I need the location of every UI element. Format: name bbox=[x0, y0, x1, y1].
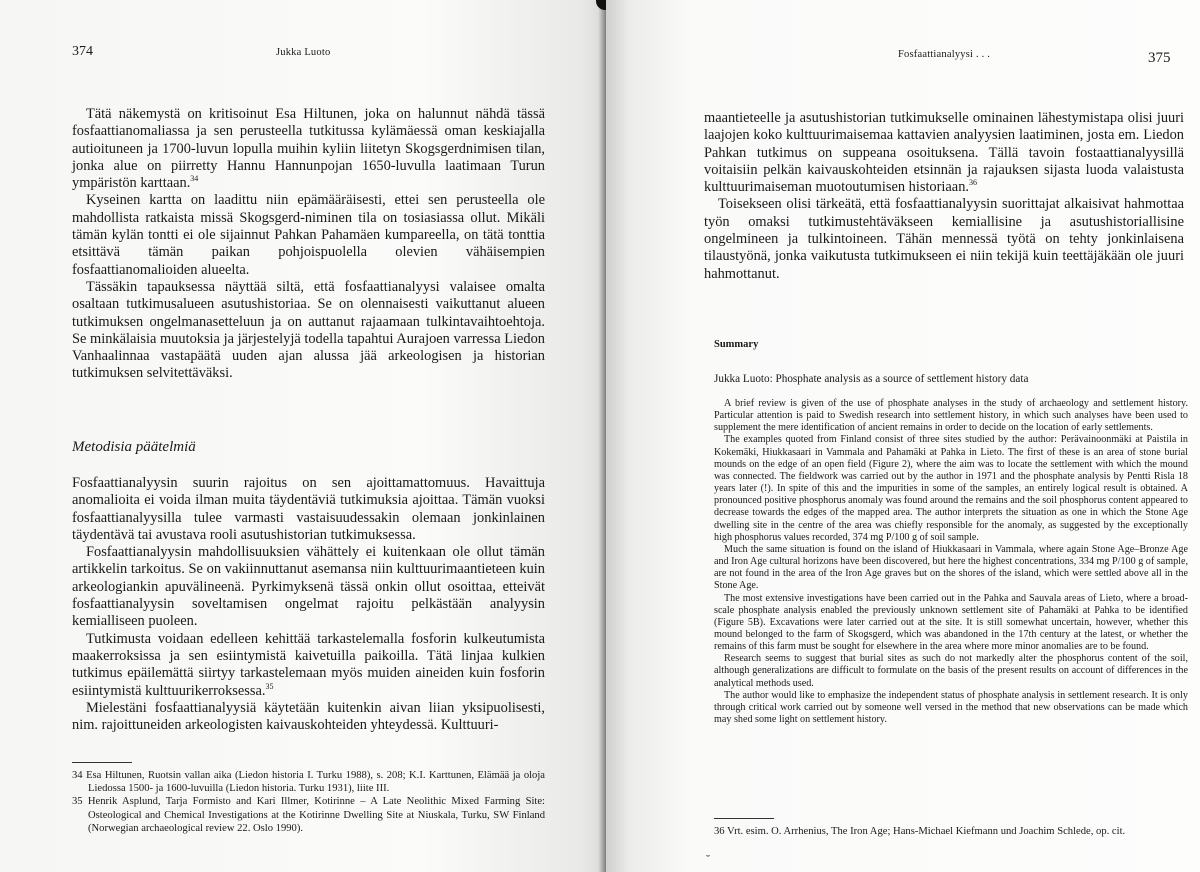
summary-paragraph: Research seems to suggest that burial sites as such do not markedly alter the phosphorus content of the soil, although generalizations are difficult to formulate on the basis of the present results on account of differences in the analytical methods used. bbox=[714, 653, 1188, 689]
paragraph: Kyseinen kartta on laadittu niin epämääräisesti, ettei sen perusteella ole mahdollista ratkaista missä Skogsgerd-niminen tila on tosiasiassa ollut. Mikäli tämän kylän tontti ei ole sijainnut Pahkan Pahamäen kumpareella, on tätä tonttia etsittävä tämän paikan pohjoispuolella olevien vähäisempien fosfaattianomalioiden alueelta. bbox=[72, 192, 545, 278]
paragraph: Mielestäni fosfaattianalyysiä käytetään kuitenkin aivan liian yksipuolisesti, nim. rajoittuneiden arkeologisten kaivauskohteiden yhteydessä. Kulttuuri- bbox=[72, 699, 545, 734]
page-number-right: 375 bbox=[1148, 50, 1171, 66]
summary-title: Jukka Luoto: Phosphate analysis as a source of settlement history data bbox=[714, 373, 1029, 385]
footnote: 35 Henrik Asplund, Tarja Formisto and Kari Illmer, Kotirinne – A Late Neolithic Mixed Farming Site: Osteological and Chemical Investigations at the Kotirinne Dwelling Site at Niuskala, Turku, SW Finland (Norwegian archaeological review 22. Oslo 1990). bbox=[72, 796, 545, 834]
paragraph: Fosfaattianalyysin suurin rajoitus on sen ajoittamattomuus. Havaittuja anomalioita ei voida ilman muita täydentäviä tutkimuksia ajoittaa. Tämän vuoksi fosfaattianalyysilla tulee varmasti vastaisuudessakin olemaan jonkinlainen täydentävä tai avustava rooli asutushistorian tutkimuksessa. bbox=[72, 475, 545, 543]
footnote-ref: 35 bbox=[265, 681, 274, 691]
right-page bbox=[606, 0, 1200, 872]
footnote-ref: 34 bbox=[190, 174, 199, 184]
footnote-rule bbox=[714, 818, 774, 819]
summary-paragraph: A brief review is given of the use of phosphate analyses in the study of archaeology and settlement history. Particular attention is paid to Swedish research into settlement history, in which such analyses have been used to supplement the mere identification of ancient remains in order to decide on the location of early settlements. bbox=[714, 398, 1188, 434]
left-footnotes bbox=[72, 769, 545, 835]
footnote-ref: 36 bbox=[969, 178, 977, 188]
paragraph: maantieteelle ja asutushistorian tutkimukselle ominainen lähestymistapa olisi juuri laajojen koko kulttuurimaisemaa kattavien analyysien laatiminen, josta em. Liedon Pahkan tutkimus on suppeana osoituksena. Tällä tavoin fostaattianalyysillä voitaisiin pelkän kaivauskohteiden etsinnän ja rajauksen sijasta luoda valaistusta kulttuurimaiseman muotoutumisen historiaan.$^{36}$ bbox=[704, 110, 1184, 196]
stray-mark: ˘ bbox=[706, 852, 710, 866]
summary-paragraph: Much the same situation is found on the island of Hiukkasaari in Vammala, where again Stone Age–Bronze Age and Iron Age cultural horizons have been discovered, but here the highest concentrations, 334 mg P/100 g of sample, are not found in the area of the Iron Age graves but on the shores of the island, which were settled above all in the Stone Age. bbox=[714, 543, 1188, 592]
paragraph: Fosfaattianalyysin mahdollisuuksien vähättely ei kuitenkaan ole ollut tämän artikkelin tarkoitus. Se on vakiinnuttanut asemansa niin kulttuurimaantieteen kuin arkeologiankin apuvälineenä. Pyrkimyksenä tässä onkin ollut osoittaa, etteivät fosfaattianalyysin soveltamisen ongelmat rajoitu pelkästään analyysin kemialliseen puoleen. bbox=[72, 544, 545, 630]
page-number-left: 374 bbox=[72, 44, 93, 59]
summary-paragraph: The author would like to emphasize the independent status of phosphate analysis in settlement research. It is only through critical work carried out by someone well versed in the method that new observations can be made which may shed some light on settlement history. bbox=[714, 689, 1188, 726]
footnote: 34 Esa Hiltunen, Ruotsin vallan aika (Liedon historia I. Turku 1988), s. 208; K.I. Karttunen, Elämää ja oloja Liedossa 1500- ja 1600-luvuilla (Liedon historia. Turku 1931), liite III. bbox=[72, 770, 545, 795]
footnote-rule bbox=[72, 762, 132, 763]
summary-heading: Summary bbox=[714, 339, 759, 350]
summary-paragraph: The most extensive investigations have been carried out in the Pahka and Sauvala areas of Lieto, where a broad-scale phosphate analysis enabled the previously unknown settlement site of Pahamäki at Pahka to be identified (Figure 5B). Excavations were later carried out at the site. It is still somewhat uncertain, however, whether this mound belonged to the farm of Skogsgerd, which was abandoned in the 17th century at the latest, or whether the remains of this farm must be sought for elsewhere in the area where more minor anomalies are to be found. bbox=[714, 592, 1188, 653]
section-heading: Metodisia päätelmiä bbox=[72, 439, 196, 455]
summary-paragraph: The examples quoted from Finland consist of three sites studied by the author: Perävainoonmäki at Paistila in Kokemäki, Hiukkasaari in Vammala and Pahamäki at Pahka in Lieto. The first of these is an area of stone burial mounds on the edge of an open field (Figure 2), where the aim was to locate the settlement with which the mound was connected. The fieldwork was carried out by the author in 1971 and the phosphate analysis by Pentti Risla 18 years later (!). In spite of this and the impurities in some of the samples, an entirely logical result is obtained. A pronounced positive phosphorus anomaly was found around the remains and the soil phosphorus content appeared to decrease towards the edges of the mapped area. The author interprets the situation as one in which the Stone Age dwelling site in the centre of the area was chiefly responsible for the anomaly, as suggested by the exceptionally high phosphorus values recorded, 374 mg P/100 g of soil sample. bbox=[714, 434, 1188, 543]
paragraph: Tutkimusta voidaan edelleen kehittää tarkastelemalla fosforin kulkeutumista maakerroksissa ja sen esiintymistä kaivetuilla paikoilla. Tätä linjaa kulkien tutkimus epäilemättä siirtyy tarkastelemaan myös muiden aineiden kuin fosforin esiintymistä kulttuurikerroksessa.$^{35}$ bbox=[72, 630, 545, 699]
paragraph: Tässäkin tapauksessa näyttää siltä, että fosfaattianalyysi valaisee omalta osaltaan tutkimusalueen asutushistoriaa. Se on olennaisesti vaikuttanut alueen tutkimuksen ongelmanasetteluun ja on auttanut rajaamaan tulkintavaihtoehtoja. Se minkälaisia muutoksia ja järjestelyjä todella tapahtui Aurajoen varressa Liedon Vanhaalinnaa vastapäätä uuden ajan alussa jää arkeologisen ja historian tutkimuksen selvitettäväksi. bbox=[72, 278, 545, 382]
left-body-bottom bbox=[72, 475, 545, 734]
paragraph: Toisekseen olisi tärkeätä, että fosfaattianalyysin suorittajat alkaisivat hahmottaa työn omaksi tutkimustehtäväkseen kemiallisine ja asutushistoriallisine ongelmineen ja tulkintoineen. Tähän mennessä työtä on tehty jonkinlaisena tilaustyönä, jonka vaikutusta tutkimukseen ei niin tekijä kuin teettäjäkään ole juuri hahmottanut. bbox=[704, 196, 1184, 282]
right-body bbox=[704, 110, 1184, 283]
running-head-left: Jukka Luoto bbox=[276, 47, 331, 58]
running-head-right: Fosfaattianalyysi . . . bbox=[898, 49, 991, 60]
footnote: 36 Vrt. esim. O. Arrhenius, The Iron Age; Hans-Michael Kiefmann und Joachim Schlede, op. cit. bbox=[714, 826, 1126, 837]
summary-body bbox=[714, 398, 1188, 726]
left-body-top bbox=[72, 106, 545, 383]
right-footnote bbox=[714, 825, 1188, 838]
paragraph: Tätä näkemystä on kritisoinut Esa Hiltunen, joka on halunnut nähdä tässä fosfaattianomaliassa ja sen perusteella tutkitussa kylämäessä oman keskiajalla autioituneen ja 1700-luvun lopulla muihin kyliin liitetyn Skogsgerdnimisen tilan, jonka alue on piirretty Hannu Hannunpojan 1650-luvulla laatimaan Turun ympäristön karttaan.$^{34}$ bbox=[72, 106, 545, 192]
